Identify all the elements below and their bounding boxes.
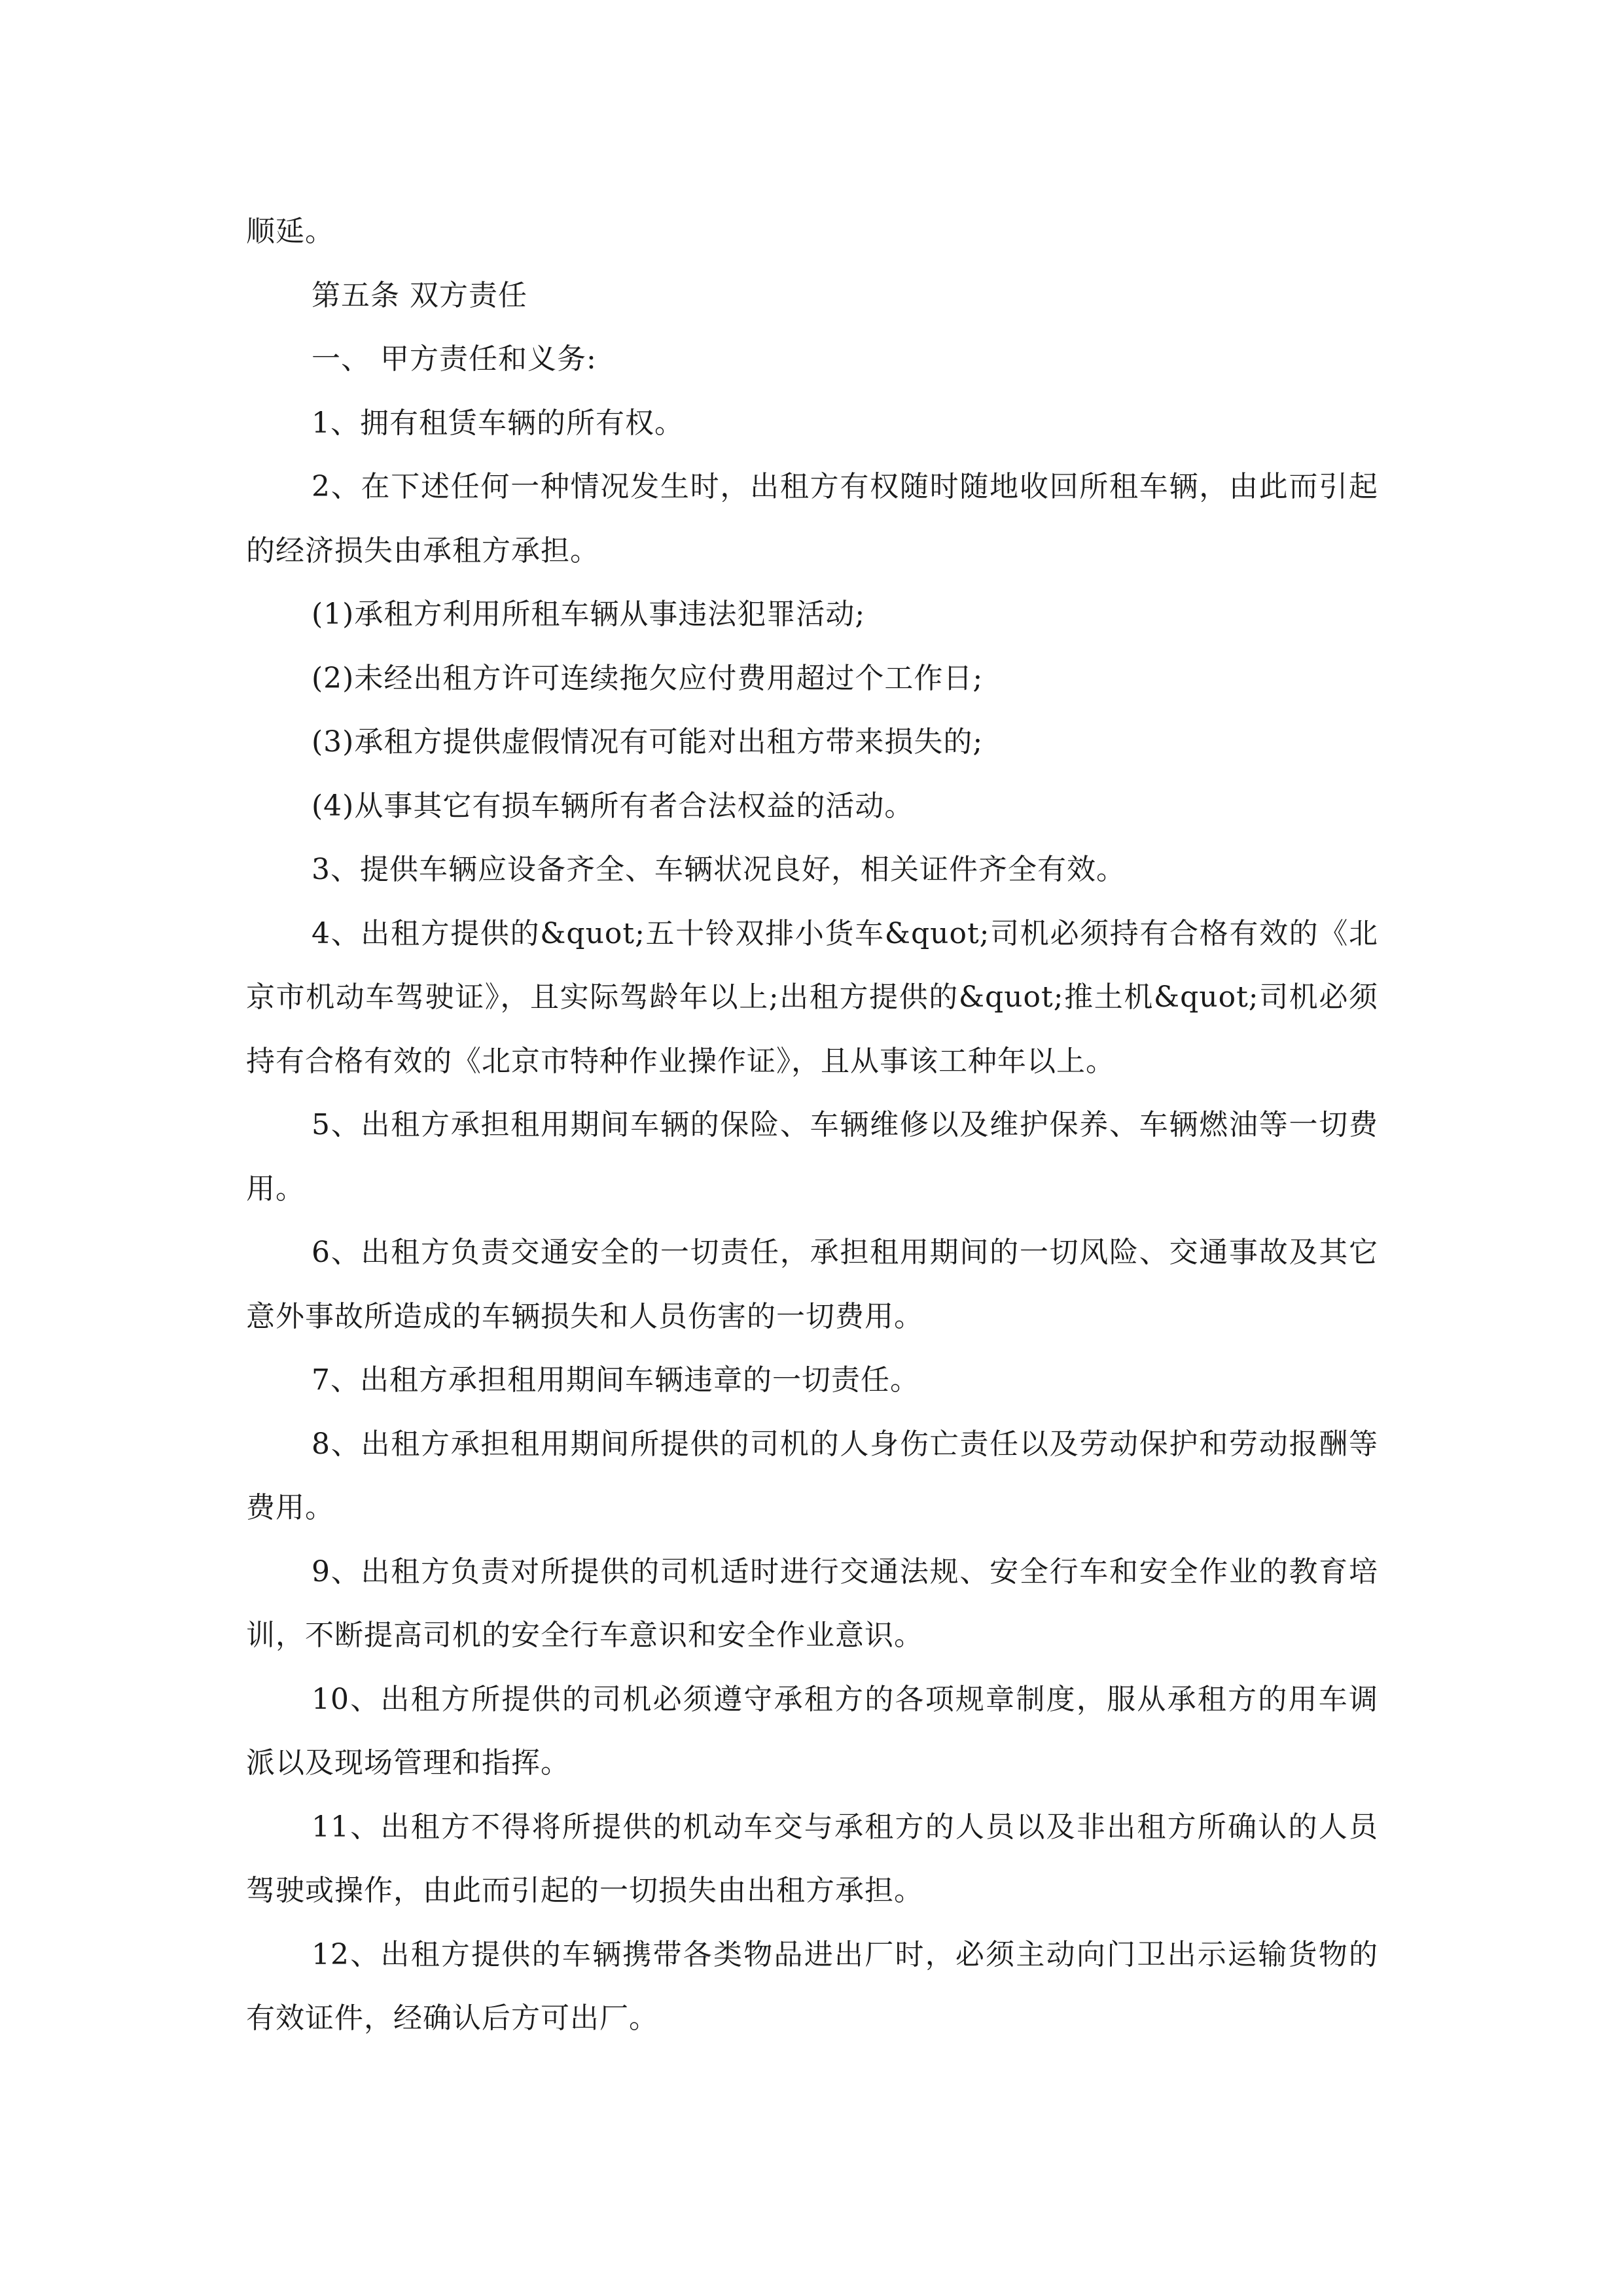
sub-clause-1: (1)承租方利用所租车辆从事违法犯罪活动; [312,598,866,631]
clause-3: 3、提供车辆应设备齐全、车辆状况良好，相关证件齐全有效。 [312,853,1126,886]
clause-2: 2、在下述任何一种情况发生时，出租方有权随时随地收回所租车辆，由此而引起的经济损失由承租方承担。 [246,470,1378,567]
clause-1: 1、拥有租赁车辆的所有权。 [312,406,684,440]
sub-clause-2: (2)未经出租方许可连续拖欠应付费用超过个工作日; [312,661,984,695]
clause-4: 4、出租方提供的&quot;五十铃双排小货车&quot;司机必须持有合格有效的《北京市机动车驾驶证》，且实际驾龄年以上;出租方提供的&quot;推土机&quot;司机必须持有合格有效的《北京市特种作业操作证》，且从事该工种年以上。 [246,916,1378,1078]
paragraph-continuation: 顺延。 [246,215,334,248]
clause-7: 7、出租方承担租用期间车辆违章的一切责任。 [312,1363,919,1397]
sub-clause-4: (4)从事其它有损车辆所有者合法权益的活动。 [312,789,914,823]
clause-6: 6、出租方负责交通安全的一切责任，承担租用期间的一切风险、交通事故及其它意外事故所造成的车辆损失和人员伤害的一切费用。 [246,1236,1378,1333]
clause-11: 11、出租方不得将所提供的机动车交与承租方的人员以及非出租方所确认的人员驾驶或操作，由此而引起的一切损失由出租方承担。 [246,1810,1378,1907]
clause-12: 12、出租方提供的车辆携带各类物品进出厂时，必须主动向门卫出示运输货物的有效证件，经确认后方可出厂。 [246,1937,1378,2035]
document-body [246,200,1378,2051]
article-heading: 第五条 双方责任 [312,278,527,312]
clause-9: 9、出租方负责对所提供的司机适时进行交通法规、安全行车和安全作业的教育培训，不断提高司机的安全行车意识和安全作业意识。 [246,1554,1378,1652]
clause-10: 10、出租方所提供的司机必须遵守承租方的各项规章制度，服从承租方的用车调派以及现场管理和指挥。 [246,1682,1378,1780]
clause-5: 5、出租方承担租用期间车辆的保险、车辆维修以及维护保养、车辆燃油等一切费用。 [246,1108,1378,1206]
clause-8: 8、出租方承担租用期间所提供的司机的人身伤亡责任以及劳动保护和劳动报酬等费用。 [246,1427,1378,1524]
section-heading: 一、 甲方责任和义务: [312,342,597,376]
sub-clause-3: (3)承租方提供虚假情况有可能对出租方带来损失的; [312,725,984,759]
